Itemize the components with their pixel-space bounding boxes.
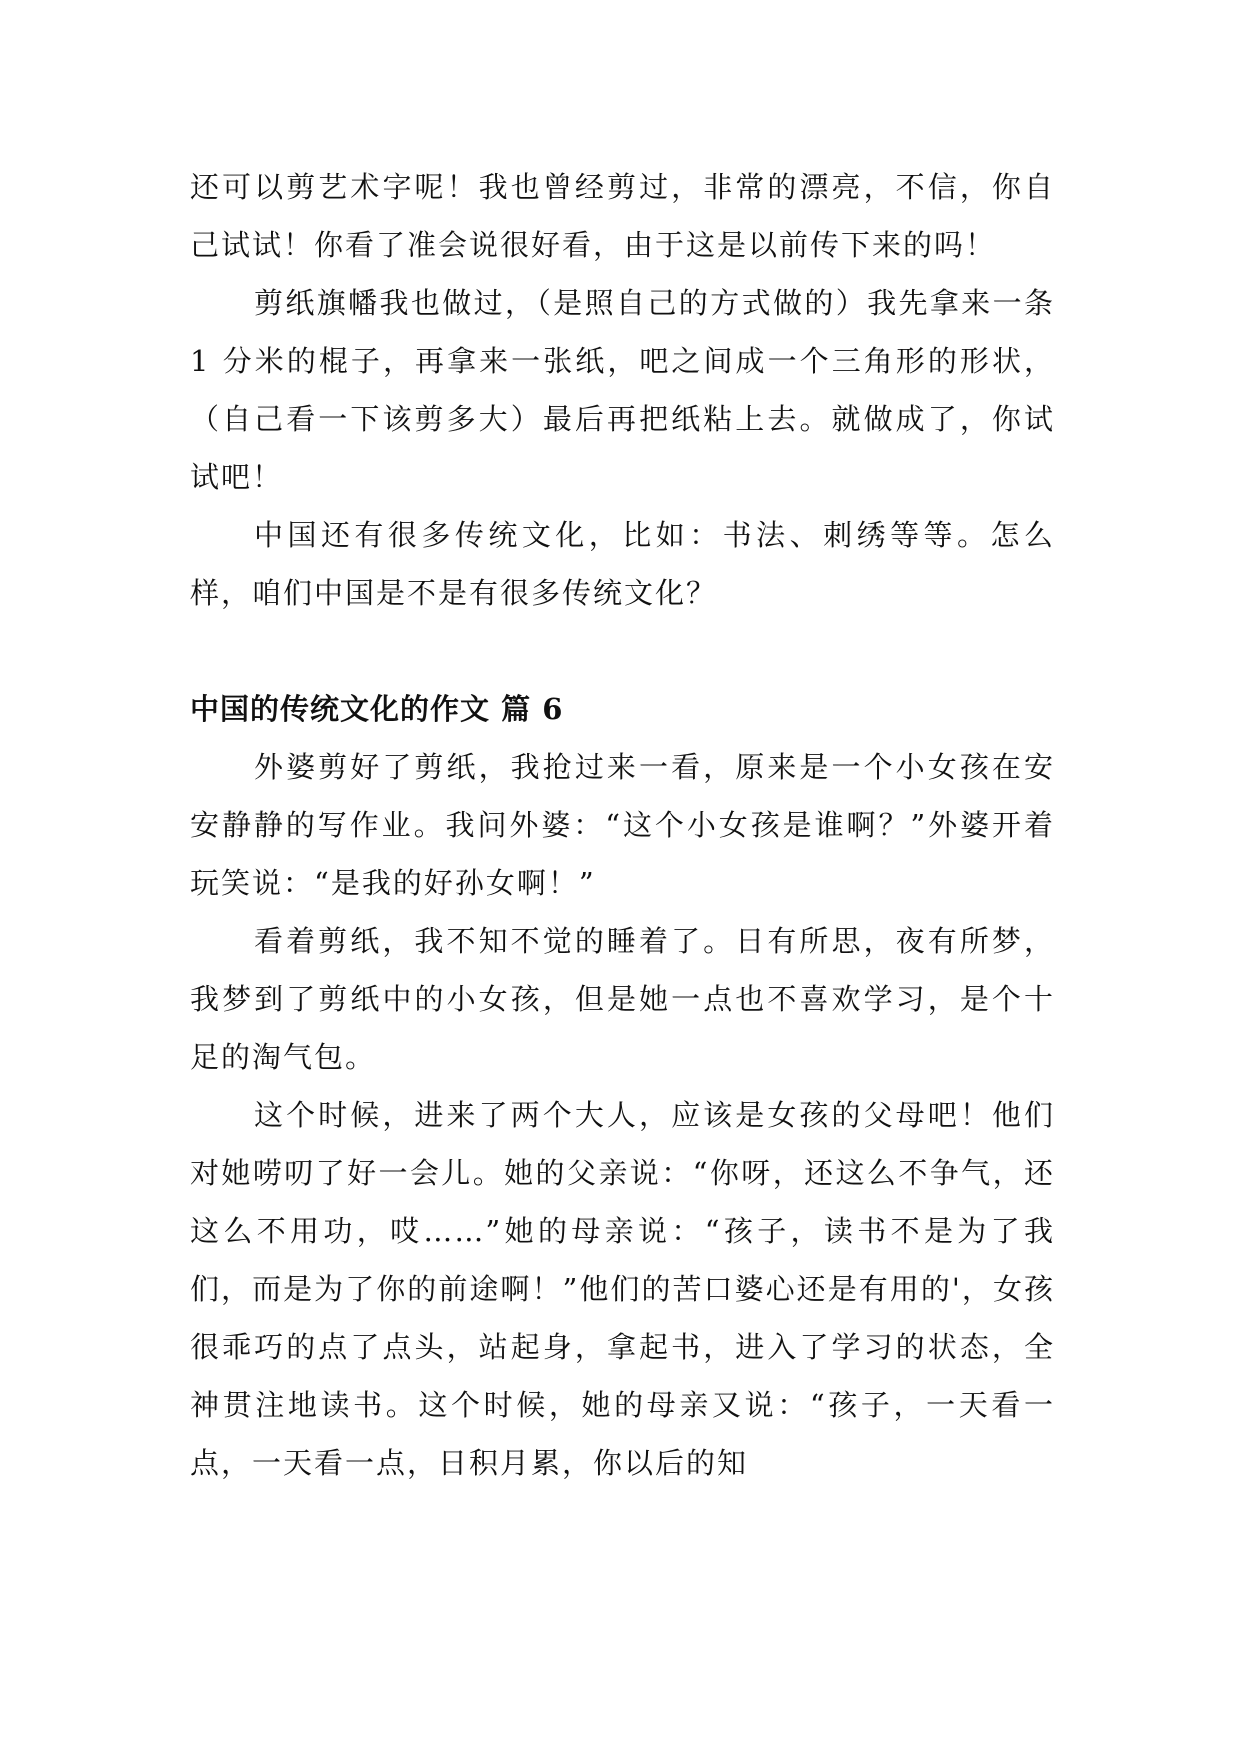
paragraph-grandma-paper-cut: 外婆剪好了剪纸，我抢过来一看，原来是一个小女孩在安安静静的写作业。我问外婆：“这个小女孩是谁啊？”外婆开着玩笑说：“是我的好孙女啊！” (190, 750, 1055, 900)
paragraph-paper-cut-characters: 还可以剪艺术字呢！我也曾经剪过，非常的漂亮，不信，你自己试试！你看了准会说很好看，由于这是以前传下来的吗！ (190, 170, 1055, 262)
section-heading: 中国的传统文化的作文 篇 6 (190, 692, 564, 726)
paragraph-dream: 看着剪纸，我不知不觉的睡着了。日有所思，夜有所梦，我梦到了剪纸中的小女孩，但是她一点也不喜欢学习，是个十足的淘气包。 (190, 924, 1055, 1074)
paragraph-parents: 这个时候，进来了两个大人，应该是女孩的父母吧！他们对她唠叨了好一会儿。她的父亲说：“你呀，还这么不争气，还这么不用功，哎……”她的母亲说：“孩子，读书不是为了我们，而是为了你的前途啊！”他们的苦口婆心还是有用的'，女孩很乖巧的点了点头，站起身，拿起书，进入了学习的状态，全神贯注地读书。这个时候，她的母亲又说：“孩子，一天看一点，一天看一点，日积月累，你以后的知 (190, 1098, 1055, 1480)
paragraph-traditional-culture: 中国还有很多传统文化，比如：书法、刺绣等等。怎么样，咱们中国是不是有很多传统文化？ (190, 518, 1055, 610)
paragraph-paper-banner: 剪纸旗幡我也做过，（是照自己的方式做的）我先拿来一条 1 分米的棍子，再拿来一张纸，吧之间成一个三角形的形状，（自己看一下该剪多大）最后再把纸粘上去。就做成了，你试试吧！ (190, 286, 1055, 494)
document-page (190, 158, 1055, 1492)
